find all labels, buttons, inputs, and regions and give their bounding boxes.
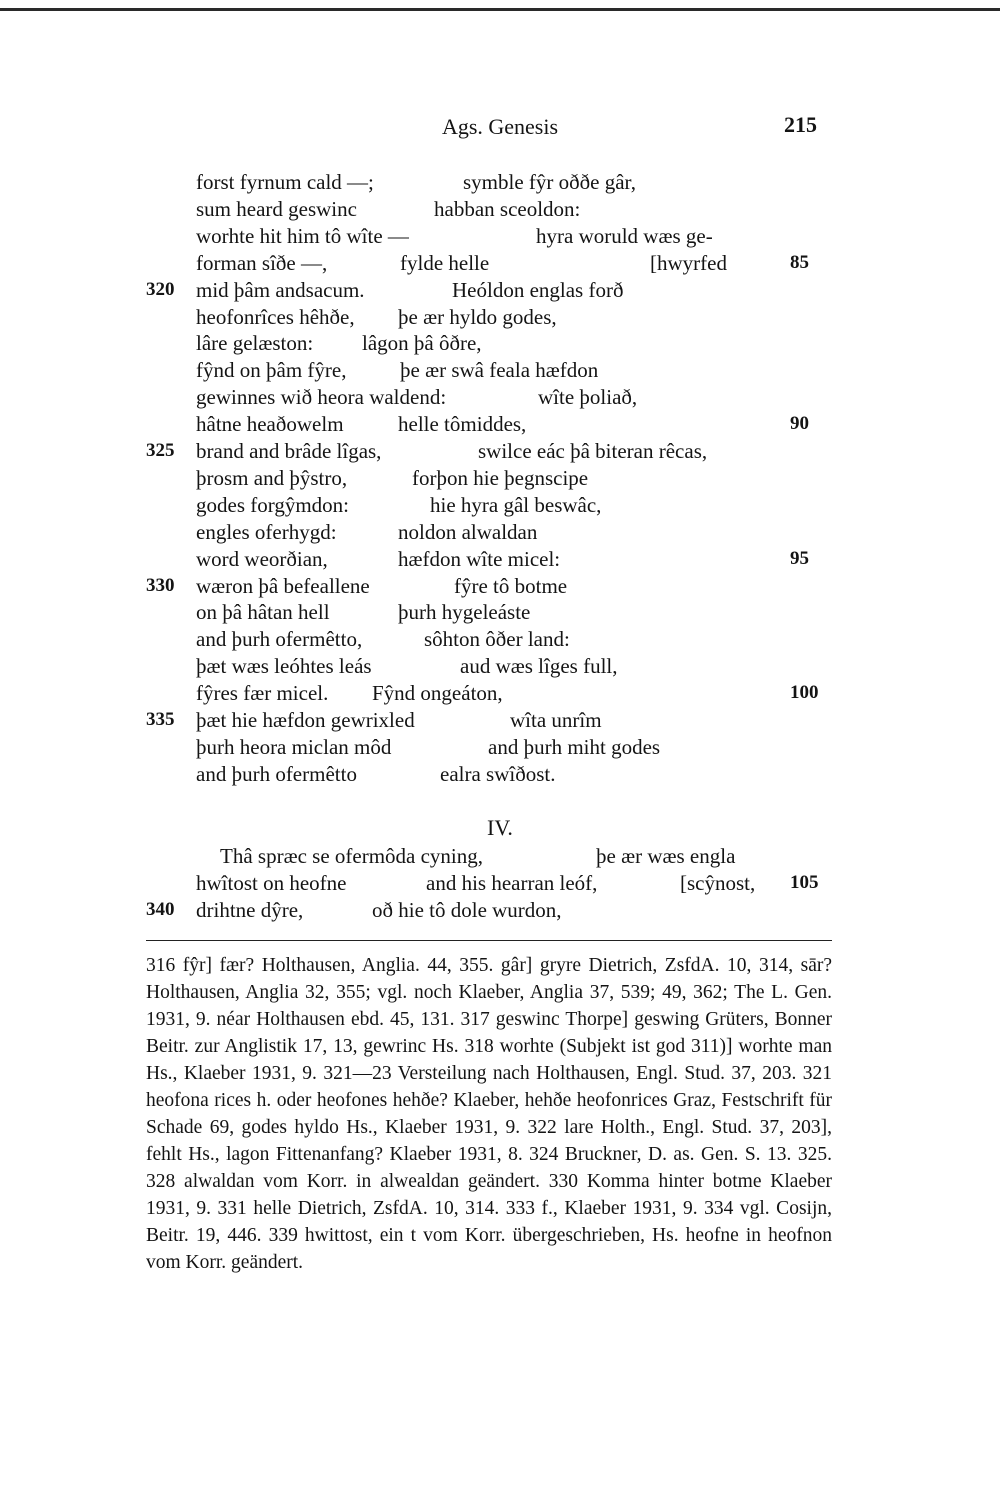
verse-second-half: hie hyra gâl beswâc,	[430, 493, 602, 517]
verse-first-half: þurh heora miclan môd	[196, 735, 392, 759]
verse-line	[0, 168, 1000, 196]
verse-line	[0, 195, 1000, 223]
verse-carried-word: [scŷnost,	[680, 871, 756, 895]
verse-line	[0, 572, 1000, 600]
verse-second-half: þe ær wæs engla	[596, 844, 736, 868]
verse-second-half: forþon hie þegnscipe	[412, 466, 589, 490]
verse-second-half: lâgon þâ ôðre,	[362, 331, 482, 355]
verse-first-half: mid þâm andsacum.	[196, 278, 365, 302]
verse-first-half: forman sîðe —,	[196, 251, 328, 275]
verse-second-half: þe ær swâ feala hæfdon	[400, 358, 599, 382]
verse-line	[0, 329, 1000, 357]
line-number-right: 90	[790, 413, 809, 434]
verse-line	[0, 356, 1000, 384]
verse-second-half: helle tômiddes,	[398, 412, 527, 436]
verse-first-half: drihtne dŷre,	[196, 898, 304, 922]
line-number-right: 100	[790, 682, 819, 703]
verse-first-half: þæt hie hæfdon gewrixled	[196, 708, 415, 732]
verse-line	[0, 842, 1000, 870]
verse-first-half: and þurh ofermêtto	[196, 762, 357, 786]
verse-first-half: on þâ hâtan hell	[196, 600, 330, 624]
verse-first-half: hâtne heaðowelm	[196, 412, 344, 436]
verse-second-half: habban sceoldon:	[434, 197, 581, 221]
verse-second-half: hæfdon wîte micel:	[398, 547, 561, 571]
verse-second-half: swilce eác þâ biteran rêcas,	[478, 439, 708, 463]
verse-second-half: aud wæs lîges full,	[460, 654, 618, 678]
verse-line	[0, 249, 1000, 277]
line-number-left: 330	[146, 575, 175, 596]
line-number-left: 335	[146, 709, 175, 730]
verse-second-half: Fŷnd ongeáton,	[372, 681, 503, 705]
verse-second-half: fŷre tô botme	[454, 574, 568, 598]
verse-first-half: hwîtost on heofne	[196, 871, 347, 895]
verse-first-half: heofonrîces hêhðe,	[196, 305, 355, 329]
verse-line	[0, 383, 1000, 411]
verse-second-half: sôhton ôðer land:	[424, 627, 570, 651]
verse-second-half: wîta unrîm	[510, 708, 602, 732]
footnotes: 316 fŷr] fær? Holthausen, Anglia. 44, 355. gâr] gryre Dietrich, ZsfdA. 10, 314, sār? Holthausen, Anglia 32, 355; vgl. noch Klaeber, Anglia 37, 539; 49, 362; The L. Gen. 1931, 9. néar Holthausen ebd. 45, 131. 317 geswinc Thorpe] geswing Grüters, Bonner Beitr. zur Anglistik 17, 13, gewrinc Hs. 318 worhte (Subjekt ist god 311)] worhte man Hs., Klaeber 1931, 9. 321—23 Versteilung nach Holthausen, Engl. Stud. 37, 203. 321 heofona rices h. oder heofones hehðe? Klaeber, hehðe heofonrices Graz, Festschrift für Schade 69, godes hyldo Hs., Klaeber 1931, 9. 322 lare Holth., Engl. Stud. 37, 203], fehlt Hs., lagon Fittenanfang? Klaeber 1931, 8. 324 Bruckner, D. as. Gen. S. 13. 325. 328 alwaldan vom Korr. in alwealdan geändert. 330 Komma hinter botme Klaeber 1931, 9. 331 helle Dietrich, ZsfdA. 10, 314. 333 f., Klaeber 1931, 9. 334 vgl. Cosijn, Beitr. 19, 446. 339 hwittost, ein t vom Korr. übergeschrieben, Hs. heofne in heofnon vom Korr. geändert.	[146, 955, 832, 1273]
verse-first-half: godes forgŷmdon:	[196, 493, 350, 517]
footnote-rule	[146, 940, 832, 941]
verse-first-half: and þurh ofermêtto,	[196, 627, 363, 651]
running-header: Ags. Genesis	[441, 114, 559, 139]
verse-first-half: Thâ spræc se ofermôda cyning,	[220, 844, 484, 868]
verse-first-half: fŷres fær micel.	[196, 681, 329, 705]
verse-line	[0, 679, 1000, 707]
verse-first-half: word weorðian,	[196, 547, 328, 571]
verse-first-half: worhte hit him tô wîte —	[196, 224, 409, 248]
verse-first-half: sum heard geswinc	[196, 197, 357, 221]
verse-line	[0, 598, 1000, 626]
verse-first-half: gewinnes wið heora waldend:	[196, 385, 447, 409]
verse-line	[0, 545, 1000, 573]
verse-line	[0, 625, 1000, 653]
verse-first-half: forst fyrnum cald —;	[196, 170, 374, 194]
verse-first-half: engles oferhygd:	[196, 520, 337, 544]
verse-line	[0, 760, 1000, 788]
verse-line	[0, 706, 1000, 734]
verse-first-half: lâre gelæston:	[196, 331, 314, 355]
verse-line	[0, 869, 1000, 897]
verse-second-half: Heóldon englas forð	[452, 278, 624, 302]
line-number-right: 85	[790, 252, 809, 273]
verse-second-half: þe ær hyldo godes,	[398, 305, 557, 329]
verse-second-half: ealra swîðost.	[440, 762, 556, 786]
verse-line	[0, 464, 1000, 492]
verse-second-half: and þurh miht godes	[488, 735, 661, 759]
verse-second-half: wîte þoliað,	[538, 385, 638, 409]
verse-line	[0, 652, 1000, 680]
verse-first-half: þrosm and þŷstro,	[196, 466, 348, 490]
line-number-right: 105	[790, 872, 819, 893]
verse-second-half: and his hearran leóf,	[426, 871, 598, 895]
line-number-left: 325	[146, 440, 175, 461]
verse-line	[0, 491, 1000, 519]
verse-line	[0, 733, 1000, 761]
verse-carried-word: [hwyrfed	[650, 251, 727, 275]
verse-second-half: oð hie tô dole wurdon,	[372, 898, 562, 922]
line-number-left: 320	[146, 279, 175, 300]
verse-second-half: fylde helle	[400, 251, 490, 275]
verse-second-half: þurh hygeleáste	[398, 600, 531, 624]
verse-line	[0, 222, 1000, 250]
line-number-right: 95	[790, 548, 809, 569]
verse-first-half: fŷnd on þâm fŷre,	[196, 358, 347, 382]
verse-line	[0, 896, 1000, 924]
verse-second-half: hyra woruld wæs ge-	[536, 224, 713, 248]
verse-first-half: brand and brâde lîgas,	[196, 439, 382, 463]
section-heading: IV.	[487, 815, 513, 840]
verse-first-half: þæt wæs leóhtes leás	[196, 654, 372, 678]
verse-line	[0, 437, 1000, 465]
verse-line	[0, 518, 1000, 546]
verse-first-half: wæron þâ befeallene	[196, 574, 370, 598]
verse-second-half: noldon alwaldan	[398, 520, 538, 544]
page-number: 215	[784, 112, 817, 137]
verse-line	[0, 276, 1000, 304]
verse-second-half: symble fŷr oððe gâr,	[463, 170, 636, 194]
verse-line	[0, 303, 1000, 331]
line-number-left: 340	[146, 899, 175, 920]
verse-line	[0, 410, 1000, 438]
